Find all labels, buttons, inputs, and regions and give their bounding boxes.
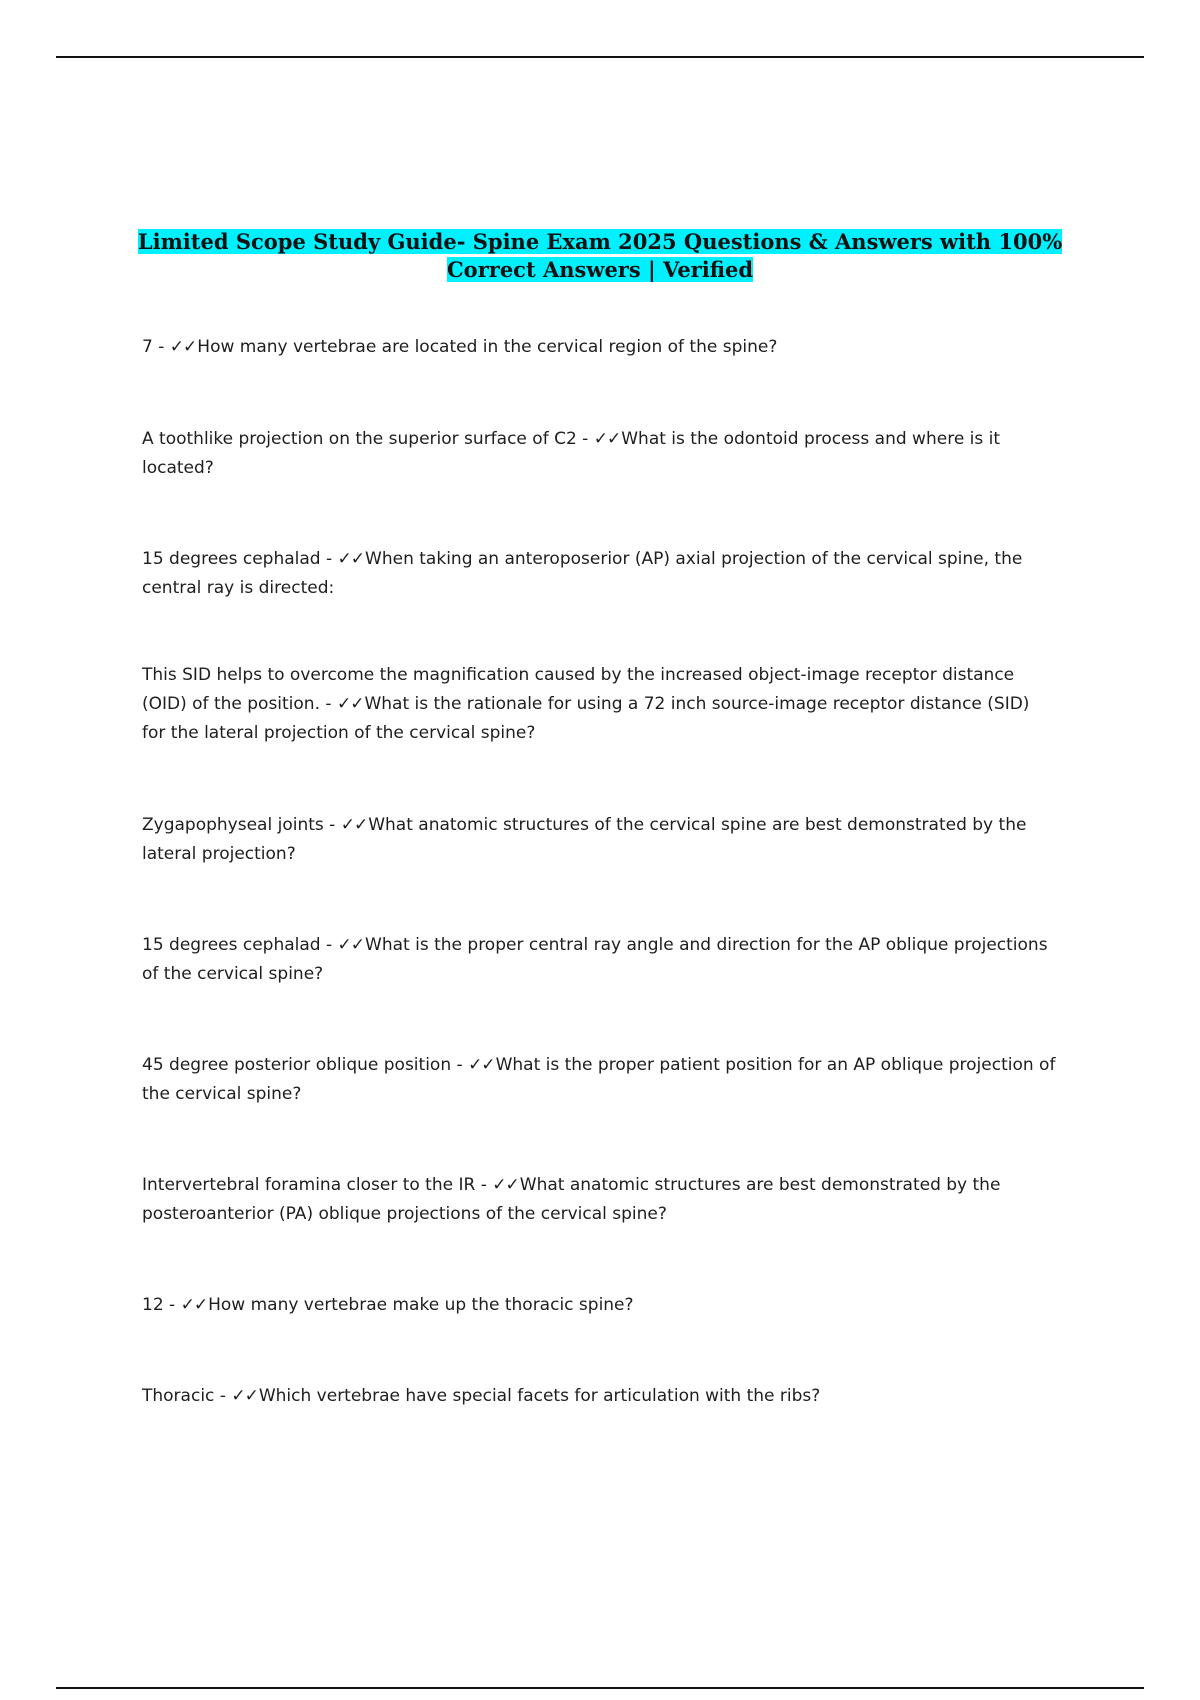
double-check-icon: ✓✓ [340, 815, 368, 835]
answer-text: A toothlike projection on the superior surface of C2 [142, 429, 577, 449]
qa-item [142, 1382, 1057, 1411]
answer-text: 45 degree posterior oblique position [142, 1055, 452, 1075]
question-text: What is the proper patient position for an AP oblique projection of the cervical spine? [142, 1055, 1056, 1104]
double-check-icon: ✓✓ [337, 935, 365, 955]
title-highlight: Limited Scope Study Guide- Spine Exam 2025 Questions & Answers with 100% Correct Answers | Verified [137, 229, 1063, 283]
qa-item [142, 545, 1057, 603]
footer-rule [56, 1687, 1144, 1689]
double-check-icon: ✓✓ [593, 429, 621, 449]
double-check-icon: ✓✓ [169, 337, 197, 357]
question-text: What anatomic structures of the cervical spine are best demonstrated by the lateral projection? [142, 815, 1027, 864]
qa-item [142, 931, 1057, 989]
question-text: How many vertebrae make up the thoracic spine? [208, 1295, 634, 1315]
separator: - [163, 1295, 181, 1315]
separator: - [214, 1386, 232, 1406]
answer-text: 12 [142, 1295, 164, 1315]
answer-text: Zygapophyseal joints [142, 815, 324, 835]
separator: - [320, 694, 337, 714]
double-check-icon: ✓✓ [180, 1295, 208, 1315]
separator: - [152, 337, 170, 357]
question-text: What anatomic structures are best demonstrated by the posteroanterior (PA) oblique projections of the cervical spine? [142, 1175, 1001, 1224]
answer-text: 15 degrees cephalad [142, 935, 321, 955]
document-title [130, 228, 1070, 284]
question-text: How many vertebrae are located in the cervical region of the spine? [197, 337, 778, 357]
question-text: When taking an anteroposerior (AP) axial projection of the cervical spine, the central ray is directed: [142, 549, 1023, 598]
question-text: What is the proper central ray angle and direction for the AP oblique projections of the cervical spine? [142, 935, 1048, 984]
question-text: What is the odontoid process and where is it located? [142, 429, 1001, 478]
double-check-icon: ✓✓ [231, 1386, 258, 1406]
answer-text: 7 [142, 337, 153, 357]
qa-item [142, 425, 1057, 483]
double-check-icon: ✓✓ [336, 694, 364, 714]
separator: - [576, 429, 594, 449]
qa-item [142, 333, 1057, 362]
question-text: What is the rationale for using a 72 inch source-image receptor distance (SID) for the lateral projection of the cervical spine? [142, 694, 1030, 743]
qa-item [142, 1051, 1057, 1109]
separator: - [451, 1055, 469, 1075]
answer-text: This SID helps to overcome the magnification caused by the increased object-image receptor distance (OID) of the position. [142, 665, 1015, 714]
qa-item [142, 811, 1057, 869]
answer-text: Intervertebral foramina closer to the IR [142, 1175, 476, 1195]
header-rule [56, 56, 1144, 58]
qa-item [142, 1291, 1057, 1320]
separator: - [320, 935, 338, 955]
qa-item [142, 1171, 1057, 1229]
double-check-icon: ✓✓ [468, 1055, 495, 1075]
double-check-icon: ✓✓ [337, 549, 365, 569]
separator: - [475, 1175, 493, 1195]
separator: - [320, 549, 338, 569]
qa-item [142, 661, 1057, 748]
separator: - [323, 815, 341, 835]
question-text: Which vertebrae have special facets for articulation with the ribs? [258, 1386, 821, 1406]
answer-text: 15 degrees cephalad [142, 549, 321, 569]
answer-text: Thoracic [142, 1386, 215, 1406]
double-check-icon: ✓✓ [492, 1175, 519, 1195]
